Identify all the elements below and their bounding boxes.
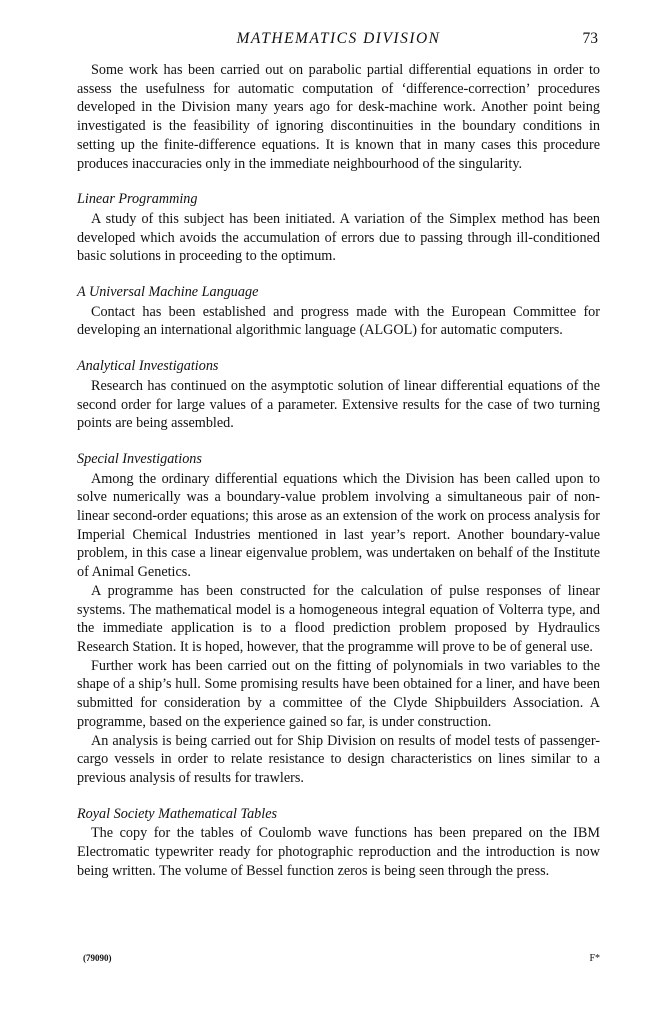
- section-universal-machine-language: [77, 283, 600, 340]
- running-head: [77, 30, 600, 52]
- section-analytical-investigations: [77, 357, 600, 433]
- section-linear-programming: [77, 190, 600, 266]
- section-heading: Linear Programming: [77, 191, 198, 208]
- body-paragraph: Among the ordinary differential equations which the Division has been called upon to solve numerically was a boundary-value problem involving a simultaneous pair of non-linear second-order equations; this arose as an extension of the work on process analysis for Imperial Chemical Industries mentioned in last year’s report. Another boundary-value problem, in this case a linear eigenvalue problem, was undertaken on behalf of the Institute of Animal Genetics.: [77, 470, 600, 581]
- signature-mark: F*: [589, 953, 600, 964]
- section-heading: Analytical Investigations: [77, 358, 219, 375]
- body-paragraph: A study of this subject has been initiated. A variation of the Simplex method has been developed which avoids the accumulation of errors due to passing through ill-conditioned basic solutions in proceeding to the optimum.: [77, 210, 600, 265]
- section-special-investigations: [77, 450, 600, 788]
- body-paragraph: Contact has been established and progress made with the European Committee for developing an international algorithmic language (ALGOL) for automatic computers.: [77, 303, 600, 339]
- section-heading: Special Investigations: [77, 450, 202, 467]
- section-heading: A Universal Machine Language: [77, 284, 259, 301]
- section-heading: Royal Society Mathematical Tables: [77, 805, 278, 822]
- running-title: MATHEMATICS DIVISION: [236, 30, 441, 47]
- body-paragraph: Further work has been carried out on the fitting of polynomials in two variables to the shape of a ship’s hull. Some promising results have been obtained for a liner, and have been submitted for consideration by a committee of the Clyde Shipbuilders Association. A programme, based on the experience gained so far, is under construction.: [77, 657, 600, 730]
- body-paragraph: Research has continued on the asymptotic solution of linear differential equations of the second order for large values of a parameter. Extensive results for the case of two turning points are being assembled.: [77, 377, 600, 432]
- section-royal-society-tables: [77, 805, 600, 881]
- body-paragraph: The copy for the tables of Coulomb wave functions has been prepared on the IBM Electromatic typewriter ready for photographic reproduction and the introduction is now being written. The volume of Bessel function zeros is being seen through the press.: [77, 825, 600, 879]
- print-code: (79090): [83, 953, 112, 963]
- body-paragraph: An analysis is being carried out for Ship Division on results of model tests of passenger-cargo vessels in order to relate resistance to design characteristics on lines similar to a previous analysis of results for trawlers.: [77, 732, 600, 786]
- page-number: 73: [582, 30, 598, 47]
- page-footer: [83, 953, 600, 969]
- intro-paragraph: Some work has been carried out on parabolic partial differential equations in order to assess the usefulness for automatic computation of ‘difference-correction’ procedures developed in the Division many years ago for desk-machine work. Another point being investigated is the feasibility of ignoring discontinuities in the boundary conditions in setting up the finite-difference equations. It is known that in many cases this procedure produces inaccuracies only in the immediate neighbourhood of the singularity.: [77, 62, 600, 172]
- body-paragraph: A programme has been constructed for the calculation of pulse responses of linear systems. The mathematical model is a homogeneous integral equation of Volterra type, and the immediate application is to a flood prediction problem proposed by Hydraulics Research Station. It is hoped, however, that the programme will prove to be of general use.: [77, 582, 600, 655]
- document-page: [77, 30, 600, 880]
